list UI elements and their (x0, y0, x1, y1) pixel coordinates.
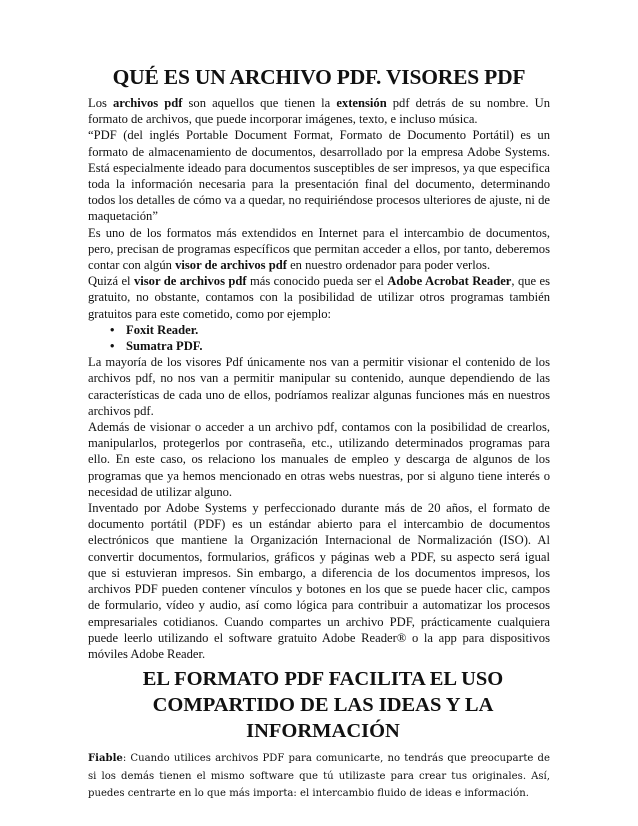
page-title: QUÉ ES UN ARCHIVO PDF. VISORES PDF (112, 65, 526, 89)
text-run: pdf detrás de su nombre. Un formato de archivos, que puede incorporar imágenes, texto, e incluso música. (88, 96, 550, 127)
text-run: Es uno de los formatos más extendidos en Internet para el intercambio de documentos, pero, precisan de programas específicos que permitan acceder a ellos, por tanto, deberemos contar con algún (88, 225, 550, 273)
bold-term-archivos-pdf: archivos pdf (112, 96, 183, 110)
list-item (110, 338, 550, 354)
text-run: en nuestro ordenador para poder verlos. (286, 258, 491, 273)
paragraph-quote: “PDF (del inglés Portable Document Format, Formato de Documento Portátil) es un formato de almacenamiento de documentos, desarrollado por la empresa Adobe Systems. Está especialmente ideado para documentos susceptibles de ser impresos, ya que especifica toda la información necesaria para la presentación final del documento, determinando todos los detalles de cómo va a quedar, no requiriéndose procesos ulteriores de ajuste, ni de maquetación” (88, 128, 550, 224)
paragraph-history: Inventado por Adobe Systems y perfeccionado durante más de 20 años, el formato de documento portátil (PDF) es un estándar abierto para el intercambio de documentos electrónicos que mantiene la Organización Internacional de Normalización (ISO). Al convertir documentos, formularios, gráficos y páginas web a PDF, su aspecto será igual que si estuvieran impresos. Sin embargo, a diferencia de los documentos impresos, los archivos PDF pueden contener vínculos y botones en los que se puede hacer clic, campos de formulario, vídeo y audio, así como lógica para contribuir a automatizar los procesos empresariales cotidianos. Cuando compartes un archivo PDF, prácticamente cualquiera puede leerlo utilizando el software gratuito Adobe Reader® o la app para dispositivos móviles Adobe Reader. (88, 501, 550, 661)
list-item (110, 322, 550, 338)
viewer-list (88, 322, 550, 354)
bold-term-visor: visor de archivos pdf (175, 258, 287, 273)
text-run: son aquellos que tienen la (182, 96, 337, 110)
paragraph-viewer-limits: La mayoría de los visores Pdf únicamente nos van a permitir visionar el contenido de los archivos pdf, no nos van a permitir manipular su contenido, aunque dependiendo de las características de cada uno de ellos, podríamos realizar algunas funciones más en nuestros archivos pdf. (88, 355, 550, 418)
bold-term-adobe-reader: Adobe Acrobat Reader (387, 274, 512, 289)
section-heading: EL FORMATO PDF FACILITA EL USO COMPARTIDO DE LAS IDEAS Y LA INFORMACIÓN (142, 668, 504, 743)
bullet-icon: • (110, 339, 115, 354)
text-run: más conocido pueda ser el (246, 274, 388, 289)
bullet-icon: • (110, 322, 115, 337)
text-run: Los (88, 96, 113, 110)
document-page (88, 64, 550, 802)
bold-term-fiable: Fiable (88, 753, 123, 765)
paragraph-manipulation: Además de visionar o acceder a un archivo pdf, contamos con la posibilidad de crearlos, manipularlos, protegerlos por contraseña, etc., utilizando determinados programas para ello. En este caso, os relaciono los manuales de empleo y descarga de algunos de los programas que ya hemos mencionado en otras webs nuestras, por si alguno tiene interés o necesidad de utilizar alguno. (88, 420, 550, 499)
paragraph-formats (88, 225, 550, 274)
text-run: : Cuando utilices archivos PDF para comunicarte, no tendrás que preocuparte de si los demás tienen el mismo software que tú utilizaste para crear tus originales. Así, puedes centrarte en lo que más importa: el intercambio fluido de ideas e información. (88, 753, 550, 799)
list-item-label: Foxit Reader. (126, 322, 199, 337)
paragraph-definition (88, 95, 550, 127)
paragraph-viewers (88, 273, 550, 322)
bold-term-visor: visor de archivos pdf (133, 274, 247, 289)
text-run: Quizá el (88, 274, 134, 289)
list-item-label: Sumatra PDF. (126, 339, 203, 354)
paragraph-reliable (88, 750, 550, 802)
bold-term-extension: extensión (336, 96, 387, 110)
text-run: , que es gratuito, no obstante, contamos con la posibilidad de utilizar otros programas también gratuitos para este cometido, como por ejemplo: (88, 274, 551, 321)
